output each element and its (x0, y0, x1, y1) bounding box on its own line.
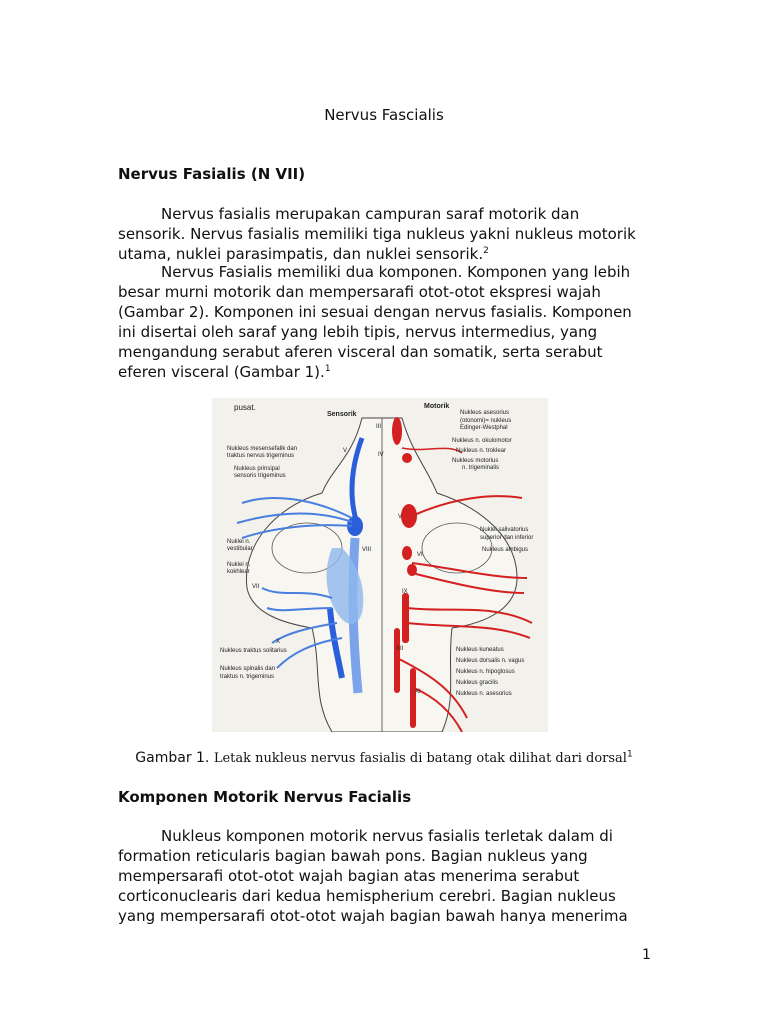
right-label: Nukleus n. okulomotor (452, 438, 512, 444)
caption-text: Letak nukleus nervus fasialis di batang otak dilihat dari dorsal (213, 751, 627, 766)
numeral-vii: VII (252, 584, 260, 590)
right-label: Nukleus motorius (452, 458, 499, 464)
paragraph-2 (118, 262, 652, 382)
right-label: Edinger-Westphal (460, 425, 508, 431)
right-label: Nukleus kuneatus (456, 647, 504, 653)
right-label: Nukleus asesorius (460, 410, 510, 416)
section-heading-komponen-motorik: Komponen Motorik Nervus Facialis (118, 788, 412, 806)
motor-trigeminal-nucleus (401, 504, 417, 528)
paragraph-line-text: eferen visceral (Gambar 1). (118, 363, 325, 381)
numeral-viii: VIII (362, 547, 372, 553)
right-label: (otonomi)= nukleus (460, 418, 512, 424)
paragraph-line-text: besar murni motorik dan mempersarafi otot-otot ekspresi wajah (118, 283, 601, 301)
left-label: Nukleus mesensefalik dan (227, 446, 298, 452)
numeral-vi: VI (417, 552, 423, 558)
left-label: Nukleus prinsipal (234, 466, 280, 472)
left-label: Nuklei n. (227, 539, 251, 545)
footnote-ref: 2 (483, 246, 489, 256)
motor-label: Motorik (424, 403, 450, 410)
paragraph-line: Nukleus komponen motorik nervus fasialis terletak dalam di (161, 827, 613, 845)
paragraph-line (118, 362, 652, 382)
trochlear-nucleus (402, 453, 412, 463)
footnote-ref: 1 (324, 364, 331, 374)
numeral-x: X (276, 639, 281, 645)
numeral-v-right: V (398, 514, 403, 520)
left-label: kokhlear (227, 569, 250, 575)
right-label: superior dan inferior (480, 535, 534, 541)
right-label: Nukleus dorsalis n. vagus (456, 658, 525, 664)
brainstem-diagram (212, 398, 548, 732)
right-label: n. trigeminalis (462, 465, 500, 471)
numeral-iv: IV (378, 452, 384, 458)
paragraph-line (118, 282, 652, 302)
numeral-xi: XI (415, 689, 421, 695)
figure-top-text: pusat. (234, 403, 256, 412)
figure-caption (0, 750, 768, 766)
numeral-xii: XII (396, 646, 404, 652)
caption-prefix: Gambar 1. (135, 750, 210, 766)
accessory-nucleus (410, 668, 416, 728)
paragraph-1 (118, 204, 652, 264)
footnote-ref: 1 (626, 749, 633, 760)
paragraph-line-text: utama, nuklei parasimpatis, dan nuklei sensorik. (118, 245, 484, 263)
edinger-westphal-nucleus (392, 417, 402, 445)
paragraph-3 (118, 826, 652, 926)
paragraph-line: Nervus fasialis merupakan campuran saraf motorik dan (161, 205, 580, 223)
paragraph-line: formation reticularis bagian bawah pons. Bagian nukleus yang (118, 847, 588, 865)
section-heading-nervus-fasialis: Nervus Fasialis (N VII) (118, 165, 306, 183)
right-label: Nukleus n. hipoglosus (456, 669, 515, 675)
left-label: traktus nervus trigeminus (227, 453, 295, 459)
paragraph-line: corticonuclearis dari kedua hemispherium cerebri. Bagian nukleus (118, 887, 616, 905)
left-label: sensoris trigeminus (234, 473, 286, 479)
left-label: Nukleus traktus solitarius (220, 648, 287, 654)
sensory-label: Sensorik (327, 411, 357, 418)
paragraph-line: Nervus Fasialis memiliki dua komponen. Komponen yang lebih (161, 263, 631, 281)
abducens-nucleus (402, 546, 412, 560)
paragraph-line: yang mempersarafi otot-otot wajah bagian bawah hanya menerima (118, 907, 628, 925)
right-label: Nuklei salivatorius (480, 527, 529, 533)
left-label: Nuklei n. (227, 562, 251, 568)
right-label: Nukleus n. troklear (456, 448, 507, 454)
paragraph-line: ini disertai oleh saraf yang lebih tipis, nervus intermedius, yang (118, 323, 598, 341)
numeral-ix: IX (402, 589, 408, 595)
brainstem-nuclei-figure (212, 398, 548, 732)
left-label: vestibular (227, 546, 253, 552)
right-label: Nukleus n. asesorius (456, 691, 512, 697)
paragraph-line: mengandung serabut aferen visceral dan somatik, serta serabut (118, 343, 603, 361)
paragraph-line (118, 244, 652, 264)
numeral-iii: III (376, 424, 382, 430)
nucleus-ambiguus (402, 593, 409, 643)
paragraph-line: sensorik. Nervus fasialis memiliki tiga nukleus yakni nukleus motorik (118, 225, 636, 243)
numeral-v-left: V (343, 448, 348, 454)
page-number: 1 (642, 947, 651, 963)
right-label: Nukleus gracilis (456, 680, 499, 686)
left-label: traktus n. trigeminus (220, 674, 275, 680)
paragraph-line: (Gambar 2). Komponen ini sesuai dengan nervus fasialis. Komponen (118, 303, 632, 321)
left-label: Nukleus spinalis dan (220, 666, 276, 672)
document-title: Nervus Fascialis (324, 106, 444, 124)
hypoglossal-nucleus (394, 628, 400, 693)
right-label: Nukleus ambigus (482, 547, 529, 553)
paragraph-line: mempersarafi otot-otot wajah bagian atas menerima serabut (118, 867, 580, 885)
